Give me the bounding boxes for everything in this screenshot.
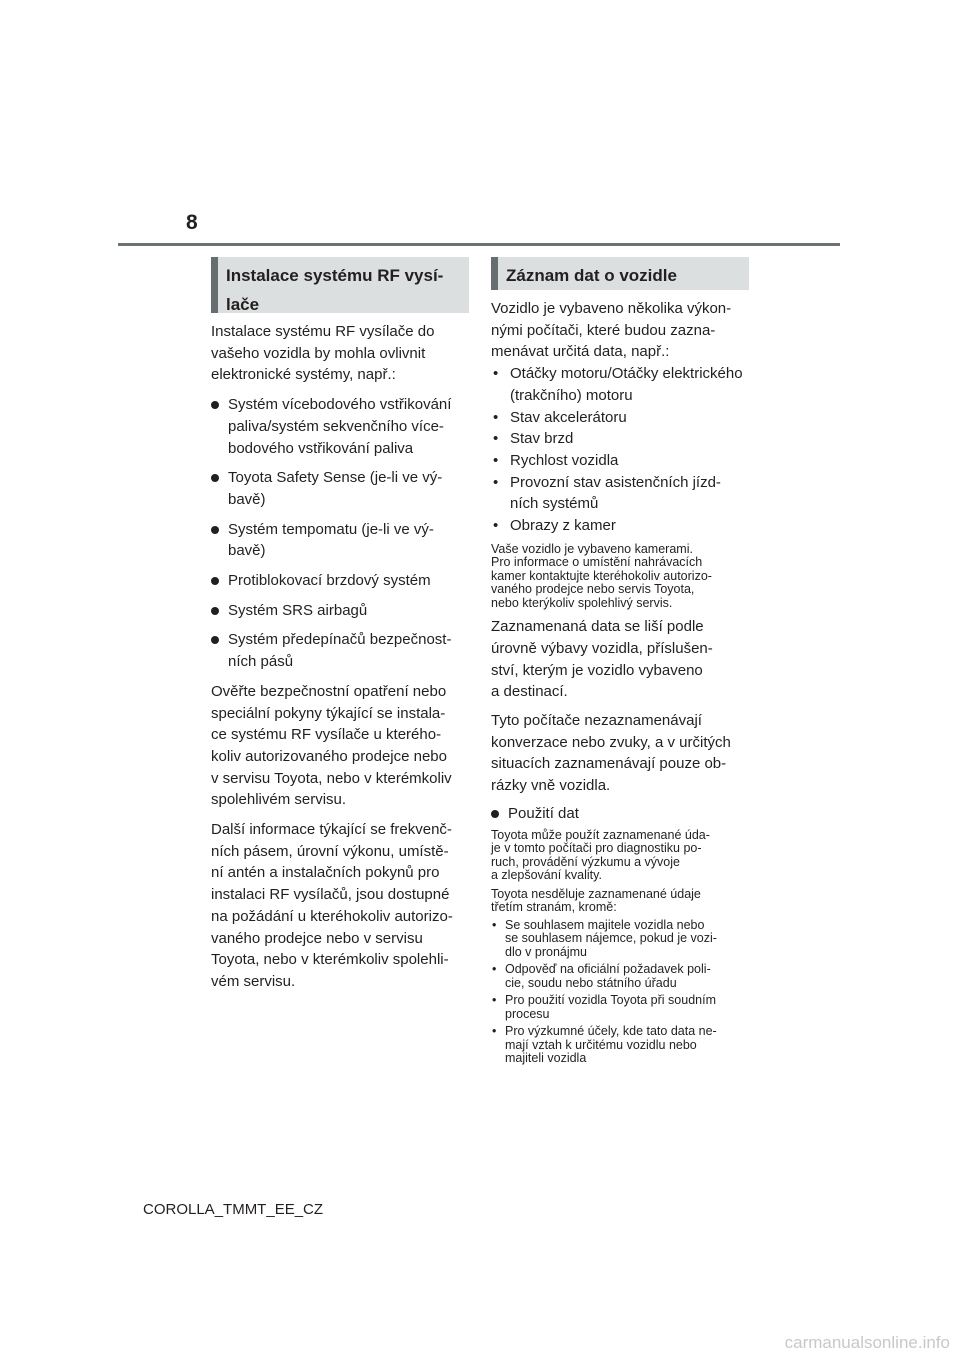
disclosure-exceptions-list: [491, 919, 749, 1066]
list-item: • Pro použití vozidla Toyota při soudním procesu: [492, 993, 716, 1021]
data-intro: Vozidlo je vybaveno několika výkon- nými počítači, které budou zazna- menávat určitá data, např.:: [491, 300, 732, 361]
bullet-icon: •: [493, 451, 499, 469]
bullet-icon: •: [492, 917, 497, 932]
list-item: Protiblokovací brzdový systém: [211, 570, 469, 592]
list-item: • Stav brzd: [491, 428, 749, 450]
page-number: 8: [186, 211, 198, 234]
list-item: Systém tempomatu (je-li ve vý- bavě): [211, 519, 469, 562]
list-item: Systém předepínačů bezpečnost- ních pásů: [211, 629, 469, 672]
camera-note: Vaše vozidlo je vybaveno kamerami. Pro informace o umístění nahrávacích kamer kontaktujte kteréhokoliv autorizo- vaného prodejce nebo servis Toyota, nebo kterýkoliv spolehlivý servis.: [491, 541, 712, 610]
bullet-dot-icon: [491, 810, 499, 818]
list-item: • Otáčky motoru/Otáčky elektrického (trakčního) motoru: [493, 365, 743, 404]
list-item: Systém SRS airbagů: [211, 600, 469, 622]
rf-affected-systems: [211, 394, 469, 673]
bullet-dot-icon: [211, 401, 219, 409]
rf-info-paragraph: Další informace týkající se frekvenč- ních pásem, úrovní výkonu, umístě- ní antén a instalačních pokynů pro instalaci RF vysílačů, jsou dostupné na požádání u kteréhokoliv autorizo- vaného prodejce nebo v servisu Toyota, nebo v kterémkoliv spolehli- vém servisu.: [211, 821, 453, 990]
usage-paragraph-2: Toyota nesděluje zaznamenané údaje třetím stranám, kromě:: [491, 886, 701, 915]
list-item: Toyota Safety Sense (je-li ve vý- bavě): [211, 467, 469, 510]
usage-heading: Použití dat: [491, 803, 749, 825]
usage-paragraph-1: Toyota může použít zaznamenané úda- je v tomto počítači pro diagnostiku po- ruch, provádění výzkumu a vývoje a zlepšování kvality.: [491, 827, 710, 883]
bullet-icon: •: [493, 473, 499, 491]
heading-line: Instalace systému RF vysí-: [226, 266, 444, 285]
bullet-icon: •: [493, 517, 499, 535]
document-code: COROLLA_TMMT_EE_CZ: [143, 1201, 324, 1218]
header-rule: [118, 243, 840, 246]
list-item: • Stav akcelerátoru: [491, 407, 749, 429]
bullet-icon: •: [493, 408, 499, 426]
section-heading-data-recording: Záznam dat o vozidle: [491, 257, 749, 290]
bullet-dot-icon: [211, 526, 219, 534]
bullet-icon: •: [492, 993, 497, 1008]
bullet-dot-icon: [211, 474, 219, 482]
watermark: carmanualsonline.info: [784, 1333, 950, 1352]
list-item: • Pro výzkumné účely, kde tato data ne- mají vztah k určitému vozidlu nebo majiteli vozidla: [492, 1024, 717, 1066]
list-item: Systém vícebodového vstřikování paliva/systém sekvenčního více- bodového vstřikování paliva: [211, 394, 469, 459]
list-item: • Obrazy z kamer: [491, 515, 749, 537]
rf-intro: Instalace systému RF vysílače do vašeho vozidla by mohla ovlivnit elektronické systémy, např.:: [211, 323, 435, 384]
right-column: [491, 257, 749, 1066]
bullet-icon: •: [492, 962, 497, 977]
rf-safety-paragraph: Ověřte bezpečnostní opatření nebo speciální pokyny týkající se instala- ce systému RF vysílače u kterého- koliv autorizovaného prodejce nebo v servisu Toyota, nebo v kterémkoliv spolehlivém servisu.: [211, 682, 452, 809]
list-item: • Provozní stav asistenčních jízd- ních systémů: [493, 473, 721, 513]
no-audio-paragraph: Tyto počítače nezaznamenávají konverzace nebo zvuky, a v určitých situacích zaznamenávají pouze ob- rázky vně vozidla.: [491, 712, 731, 795]
left-column: [211, 257, 469, 993]
list-item: • Se souhlasem majitele vozidla nebo se souhlasem nájemce, pokud je vozi- dlo v pronájmu: [492, 917, 717, 959]
recorded-data-list: [491, 363, 749, 537]
bullet-icon: •: [493, 430, 499, 448]
heading-line: lače: [226, 295, 260, 314]
bullet-dot-icon: [211, 577, 219, 585]
bullet-icon: •: [493, 365, 499, 383]
data-varies-paragraph: Zaznamenaná data se liší podle úrovně výbavy vozidla, příslušen- ství, kterým je vozidlo vybaveno a destinací.: [491, 618, 713, 701]
bullet-dot-icon: [211, 607, 219, 615]
list-item: • Rychlost vozidla: [491, 450, 749, 472]
bullet-dot-icon: [211, 636, 219, 644]
list-item: • Odpověď na oficiální požadavek poli- cie, soudu nebo státního úřadu: [492, 962, 711, 990]
bullet-icon: •: [492, 1024, 497, 1039]
section-heading-rf: [211, 257, 469, 313]
